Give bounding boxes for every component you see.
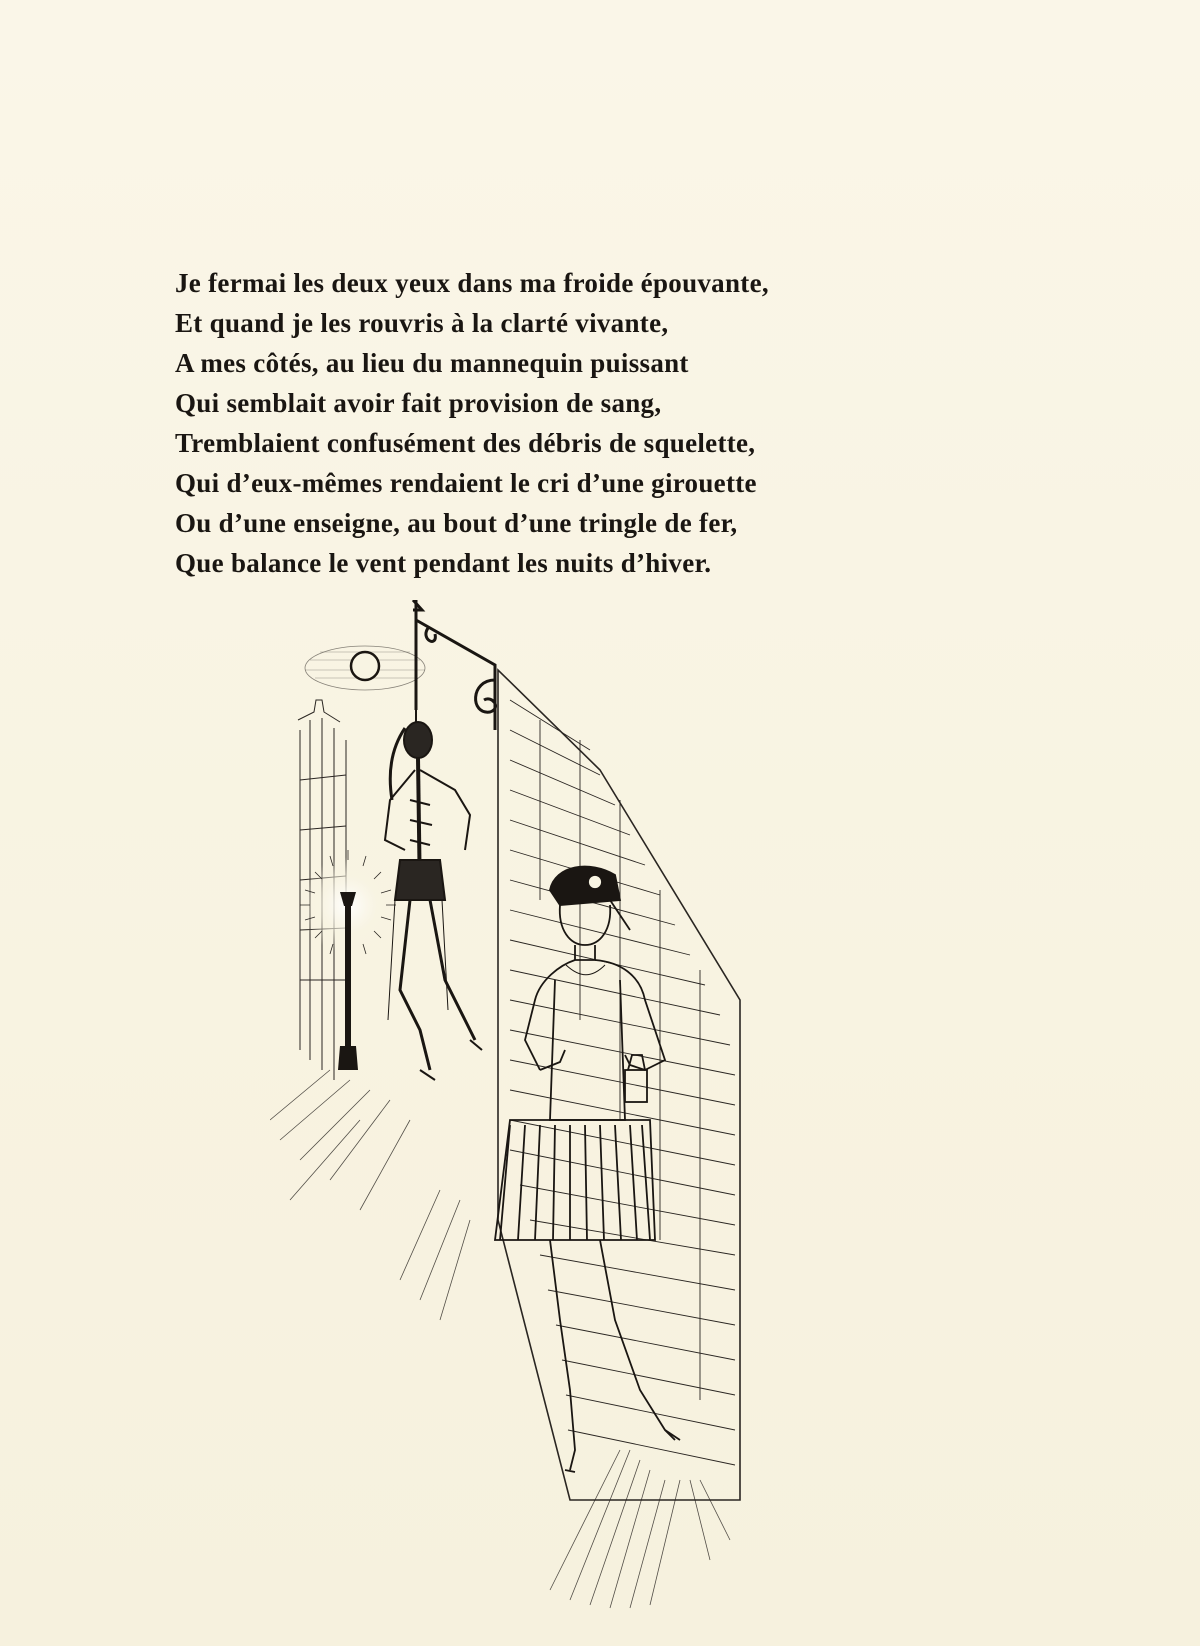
poem-line: A mes côtés, au lieu du mannequin puissant bbox=[175, 348, 689, 378]
poem-line: Ou d’une enseigne, au bout d’une tringle de fer, bbox=[175, 508, 738, 538]
flapper-woman-figure bbox=[495, 867, 680, 1472]
poem-line: Je fermai les deux yeux dans ma froide épouvante, bbox=[175, 268, 769, 298]
skeleton-figure bbox=[385, 710, 482, 1080]
street-ground bbox=[270, 1070, 730, 1608]
poem-line: Qui semblait avoir fait provision de sang, bbox=[175, 388, 662, 418]
poem-line: Et quand je les rouvris à la clarté vivante, bbox=[175, 308, 669, 338]
poem-line: Que balance le vent pendant les nuits d’hiver. bbox=[175, 548, 712, 578]
brick-wall bbox=[498, 670, 740, 1500]
poem-stanza bbox=[175, 263, 935, 583]
engraving-illustration bbox=[270, 600, 810, 1610]
poem-line: Tremblaient confusément des débris de squelette, bbox=[175, 428, 756, 458]
poem-line: Qui d’eux-mêmes rendaient le cri d’une girouette bbox=[175, 468, 757, 498]
moon-icon bbox=[305, 646, 425, 690]
hanging-sign-bracket-icon bbox=[413, 600, 496, 730]
street-lamp-icon bbox=[300, 850, 396, 1070]
